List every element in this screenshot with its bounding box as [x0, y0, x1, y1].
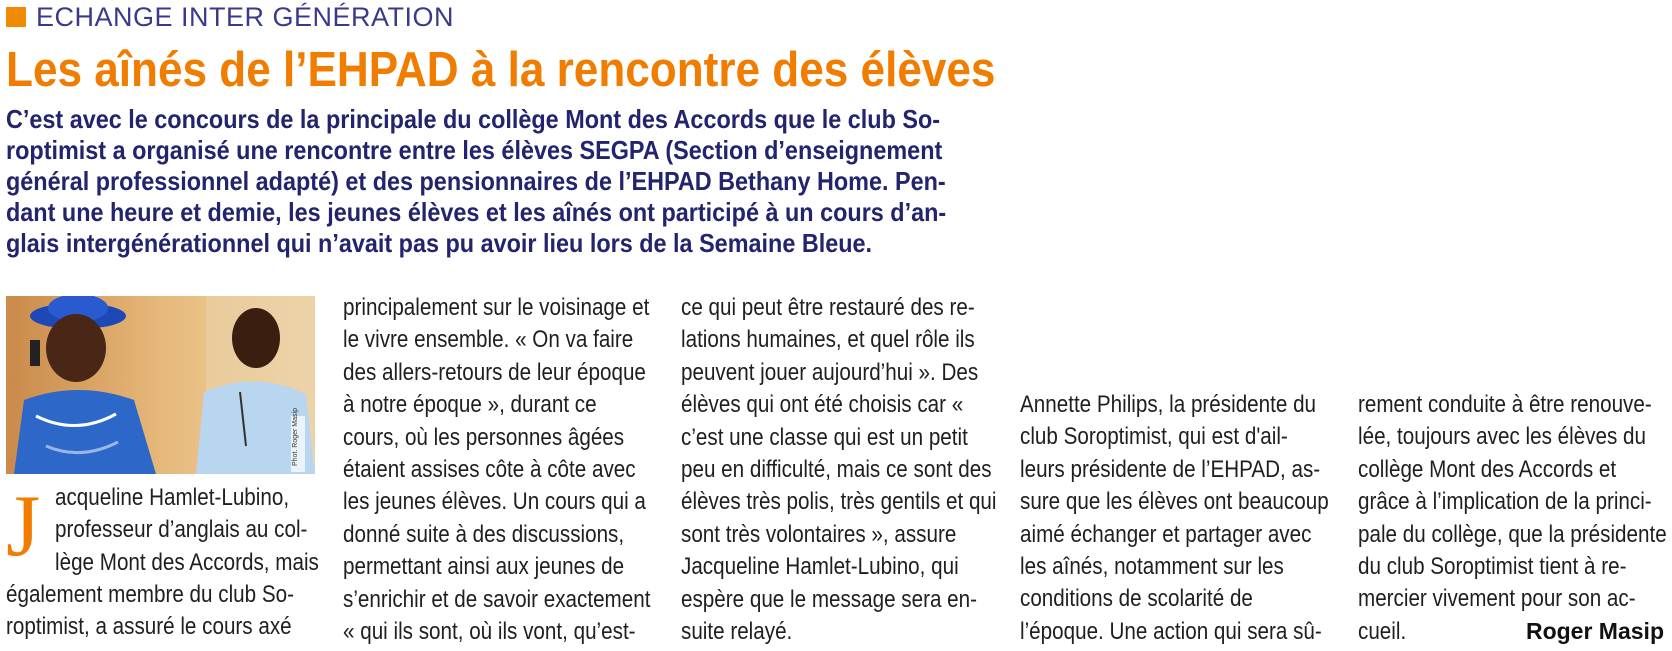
- column-line: également membre du club So-: [6, 581, 294, 608]
- drop-cap: J: [6, 478, 41, 575]
- column-line: le vivre ensemble. « On va faire: [343, 326, 634, 354]
- article-headline: Les aînés de l’EHPAD à la rencontre des élèves: [6, 43, 996, 97]
- column-line: Jacqueline Hamlet-Lubino, qui: [681, 553, 959, 581]
- column-line: élèves qui ont été choisis car «: [681, 391, 964, 419]
- column-line: suite relayé.: [681, 618, 793, 646]
- article-lead: [6, 104, 947, 259]
- column-line: pale du collège, que la présidente: [1358, 520, 1667, 548]
- column-line: donné suite à des discussions,: [343, 520, 625, 548]
- column-line: principalement sur le voisinage et: [343, 294, 650, 321]
- column-1-continued: [6, 579, 341, 644]
- column-line: s’enrichir et de savoir exactement: [343, 585, 651, 613]
- column-line: élèves très polis, très gentils et qui: [681, 488, 997, 516]
- lead-line: C’est avec le concours de la principale du collège Mont des Accords que le club So-: [6, 104, 941, 134]
- column-2: [343, 292, 701, 648]
- column-line: les aînés, notamment sur les: [1020, 553, 1284, 581]
- article-photo: [6, 296, 315, 474]
- column-line: club Soroptimist, qui est d'ail-: [1020, 423, 1288, 451]
- column-line: les jeunes élèves. Un cours qui a: [343, 488, 646, 516]
- column-line: c’est une classe qui est un petit: [681, 423, 968, 451]
- column-line: « qui ils sont, où ils vont, qu’est-: [343, 618, 636, 646]
- column-line: lations humaines, et quel rôle ils: [681, 326, 975, 354]
- column-line: espère que le message sera en-: [681, 585, 978, 613]
- column-line: acqueline Hamlet-Lubino,: [55, 484, 290, 511]
- lead-line: dant une heure et demie, les jeunes élèves et les aînés ont participé à un cours d’an-: [6, 197, 947, 227]
- column-line: leurs présidente de l’EHPAD, as-: [1020, 455, 1321, 483]
- column-line: conditions de scolarité de: [1020, 585, 1253, 613]
- column-line: professeur d’anglais au col-: [55, 516, 308, 544]
- column-line: peu en difficulté, mais ce sont des: [681, 456, 992, 484]
- lead-line: roptimist a organisé une rencontre entre les élèves SEGPA (Section d’enseignement: [6, 135, 943, 165]
- column-line: sure que les élèves ont beaucoup: [1020, 488, 1329, 516]
- photo-credit: Phot. Roger Masip: [292, 408, 299, 466]
- column-line: l’époque. Une action qui sera sû-: [1020, 617, 1322, 645]
- column-line: peuvent jouer aujourd’hui ». Des: [681, 358, 979, 386]
- column-line: roptimist, a assuré le cours axé: [6, 613, 292, 641]
- column-line: mercier vivement pour son ac-: [1358, 585, 1636, 613]
- column-line: à notre époque », durant ce: [343, 391, 597, 419]
- section-rubric: [6, 2, 454, 32]
- author-signature: Roger Masip: [1525, 618, 1664, 644]
- column-line: grâce à l’implication de la princi-: [1358, 488, 1652, 516]
- column-5: [1358, 389, 1672, 648]
- column-line: lège Mont des Accords, mais: [55, 548, 319, 576]
- column-line: lée, toujours avec les élèves du: [1358, 423, 1646, 451]
- column-line: des allers-retours de leur époque: [343, 358, 646, 386]
- column-line: rement conduite à être renouve-: [1358, 391, 1652, 418]
- column-line: cueil.: [1358, 617, 1407, 645]
- column-line: Annette Philips, la présidente du: [1020, 391, 1317, 418]
- rubric-square-icon: [6, 7, 26, 27]
- column-line: ce qui peut être restauré des re-: [681, 294, 975, 321]
- column-1: [55, 482, 362, 579]
- lead-line: général professionnel adapté) et des pensionnaires de l’EHPAD Bethany Home. Pen-: [6, 166, 946, 196]
- column-line: étaient assises côte à côte avec: [343, 456, 636, 484]
- column-line: sont très volontaires », assure: [681, 520, 957, 548]
- column-4: [1020, 389, 1379, 648]
- column-line: cours, où les personnes âgées: [343, 423, 625, 451]
- column-line: du club Soroptimist tient à re-: [1358, 553, 1627, 581]
- column-line: permettant ainsi aux jeunes de: [343, 553, 625, 581]
- lead-line: glais intergénérationnel qui n’avait pas pu avoir lieu lors de la Semaine Bleue.: [6, 228, 873, 258]
- column-line: aimé échanger et partager avec: [1020, 520, 1312, 548]
- column-3: [681, 292, 1048, 648]
- rubric-label: ECHANGE INTER GÉNÉRATION: [36, 1, 455, 32]
- column-line: collège Mont des Accords et: [1358, 455, 1617, 483]
